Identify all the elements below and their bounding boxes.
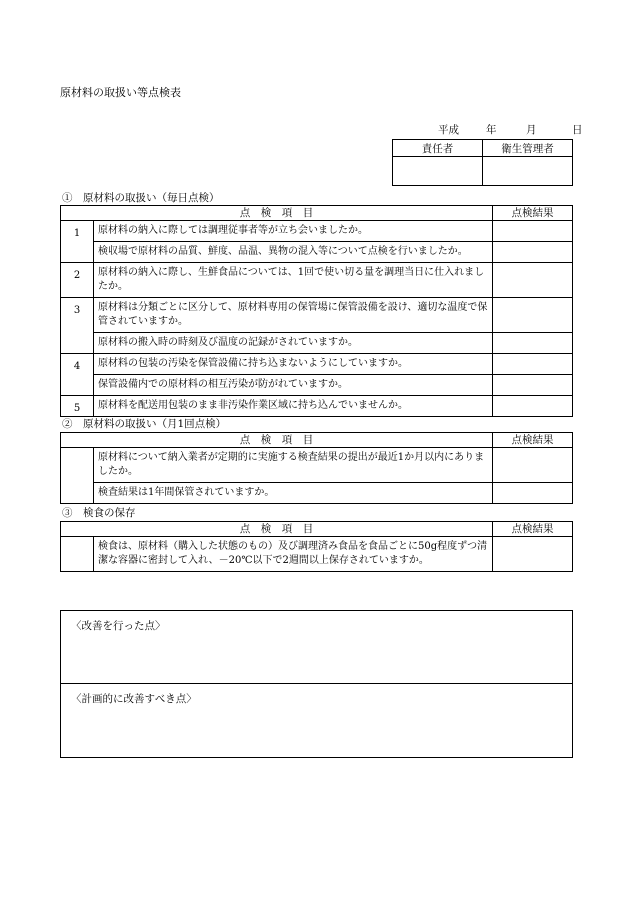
row-number-blank (61, 448, 94, 504)
row-number: 1 (61, 221, 94, 263)
responsible-header: 責任者 (393, 140, 483, 157)
check-item: 原材料について納入業者が定期的に実施する検査結果の提出が最近1か月以内にありましたか。 (94, 448, 493, 483)
date-month: 月 (526, 124, 537, 136)
check-item: 検食は、原材料（購入した状態のもの）及び調理済み食品を食品ごとに50g程度ずつ清潔な容器に密封して入れ、－20℃以下で2週間以上保存されていますか。 (94, 537, 493, 572)
result-cell[interactable] (493, 333, 573, 354)
row-number: 2 (61, 263, 94, 298)
section2-header-item: 点 検 項 目 (61, 433, 493, 448)
check-item: 原材料の納入に際し、生鮮食品については、1回で使い切る量を調理当日に仕入れましたか。 (94, 263, 493, 298)
result-cell[interactable] (493, 263, 573, 298)
check-item: 保管設備内での原材料の相互汚染が防がれていますか。 (94, 375, 493, 396)
planned-improvements-label: 〈計画的に改善すべき点〉 (71, 693, 197, 705)
row-number: 5 (61, 396, 94, 417)
check-item: 検収場で原材料の品質、鮮度、品温、異物の混入等について点検を行いましたか。 (94, 242, 493, 263)
result-cell[interactable] (493, 298, 573, 333)
section1-title: ① 原材料の取扱い（毎日点検） (62, 192, 220, 204)
section3-title: ③ 検食の保存 (62, 507, 136, 519)
result-cell[interactable] (493, 354, 573, 375)
section3-header-result: 点検結果 (493, 522, 573, 537)
section2-title: ② 原材料の取扱い（月1回点検） (62, 418, 227, 430)
row-number-blank (61, 537, 94, 572)
result-cell[interactable] (493, 375, 573, 396)
result-cell[interactable] (493, 483, 573, 504)
check-item: 原材料は分類ごとに区分して、原材料専用の保管場に保管設備を設け、適切な温度で保管されていますか。 (94, 298, 493, 333)
section3-table (60, 521, 573, 572)
check-item: 原材料の搬入時の時刻及び温度の記録がされていますか。 (94, 333, 493, 354)
signature-table (392, 139, 573, 186)
result-cell[interactable] (493, 396, 573, 417)
section1-header-item: 点 検 項 目 (61, 206, 493, 221)
date-year: 年 (486, 124, 497, 136)
page-title: 原材料の取扱い等点検表 (60, 86, 181, 99)
section3-header-item: 点 検 項 目 (61, 522, 493, 537)
result-cell[interactable] (493, 448, 573, 483)
section2-header-result: 点検結果 (493, 433, 573, 448)
row-number: 3 (61, 298, 94, 354)
check-item: 原材料の包装の汚染を保管設備に持ち込まないようにしていますか。 (94, 354, 493, 375)
result-cell[interactable] (493, 537, 573, 572)
hygiene-manager-header: 衛生管理者 (483, 140, 573, 157)
hygiene-manager-stamp-field[interactable] (483, 157, 573, 186)
check-item: 原材料を配送用包装のまま非汚染作業区域に持ち込んでいませんか。 (94, 396, 493, 417)
responsible-stamp-field[interactable] (393, 157, 483, 186)
planned-improvements-area[interactable] (61, 684, 572, 757)
check-item: 原材料の納入に際しては調理従事者等が立ち会いましたか。 (94, 221, 493, 242)
row-number: 4 (61, 354, 94, 396)
date-era: 平成 (438, 124, 459, 136)
result-cell[interactable] (493, 242, 573, 263)
section1-header-result: 点検結果 (493, 206, 573, 221)
date-line (438, 122, 583, 137)
improved-points-area[interactable] (61, 611, 572, 684)
date-day: 日 (572, 124, 583, 136)
improved-points-label: 〈改善を行った点〉 (71, 620, 166, 632)
section1-table (60, 205, 573, 417)
check-item: 検査結果は1年間保管されていますか。 (94, 483, 493, 504)
section2-table (60, 432, 573, 504)
result-cell[interactable] (493, 221, 573, 242)
improvement-notes-box (60, 610, 573, 758)
